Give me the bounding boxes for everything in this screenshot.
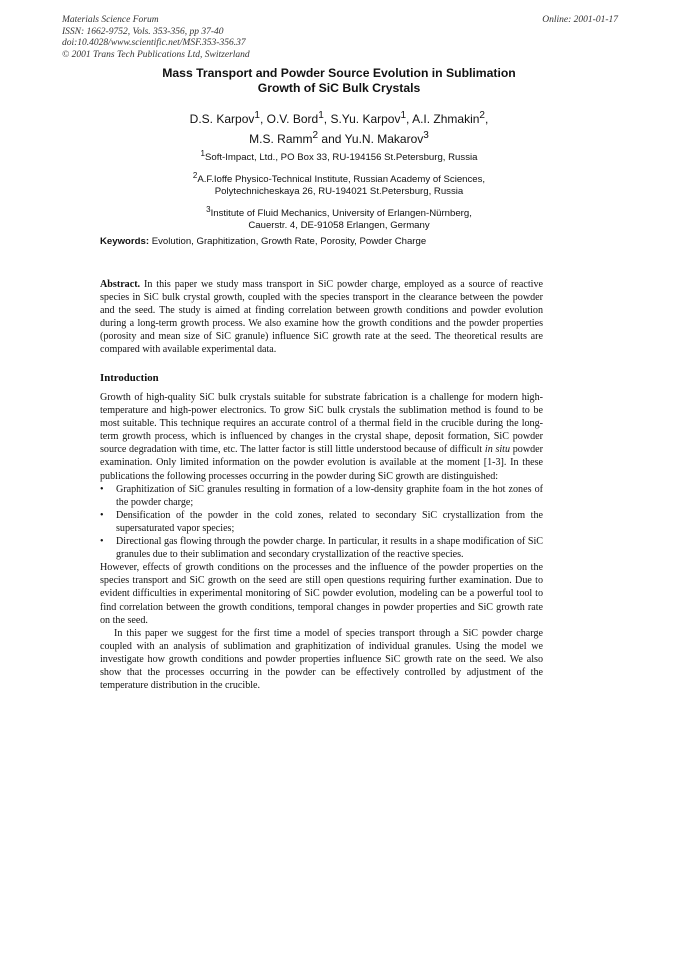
list-item: • Directional gas flowing through the powder charge. In particular, it results in a shape modification of SiC granules due to their sublimation and secondary crystallization of the reactive species.	[100, 535, 543, 561]
abstract-label: Abstract.	[100, 279, 141, 290]
meta-doi[interactable]: doi:10.4028/www.scientific.net/MSF.353-356.37	[62, 38, 246, 48]
author: M.S. Ramm$^2$ and	[249, 129, 345, 146]
intro-paragraph-1: Growth of high-quality SiC bulk crystals suitable for substrate fabrication is a challenge for modern high-temperature and high-power electronics. To grow SiC bulk crystals the sublimation method is found to be most suitable. This technique requires an accurate control of a thermal field in the crucible during the long-term growth process, which is influenced by changes in the crystal shape, deposit formation, SiC powder source degradation with time, etc. The latter factor is still little understood because of difficult in situ powder examination. Only limited information on the powder evolution is available at the moment [1-3]. In these publications the following processes occurring in the powder during SiC growth are distinguished:	[100, 392, 544, 482]
process-list	[100, 483, 543, 562]
list-item: • Densification of the powder in the cold zones, related to secondary SiC crystallization from the supersaturated vapor species;	[100, 509, 543, 535]
affiliation-3: $^3$Institute of Fluid Mechanics, University of Erlangen-Nürnberg, Cauerstr. 4, DE-91058 Erlangen, Germany	[206, 204, 472, 231]
title-line-2: Growth of SiC Bulk Crystals	[257, 81, 421, 95]
section-heading-introduction: Introduction	[100, 372, 159, 384]
author: O.V. Bord$^1$,	[266, 110, 331, 126]
abstract-text: In this paper we study mass transport in SiC powder charge, employed as a source of reactive species in SiC bulk crystal growth, coupled with the species transport in the clearance between the powder and the seed. The study is aimed at finding correlation between growth conditions and powder evolution during a long-term growth process. We also examine how the growth conditions and the powder properties (porosity and mean size of SiC granule) influence SiC growth rate at the seed. The theoretical results are compared with available experimental data.	[100, 279, 543, 356]
author-list	[110, 108, 568, 147]
abstract	[100, 278, 543, 357]
meta-issn: ISSN: 1662-9752, Vols. 353-356, pp 37-40	[62, 26, 224, 37]
keywords-label: Keywords:	[100, 236, 150, 247]
keywords-text: Evolution, Graphitization, Growth Rate, Porosity, Powder Charge	[151, 236, 427, 247]
journal-meta	[62, 15, 382, 61]
list-item: • Graphitization of SiC granules resulting in formation of a low-density graphite foam in the hot zones of the powder charge;	[100, 483, 543, 509]
author: A.I. Zhmakin$^2$,	[412, 110, 489, 126]
keywords	[100, 236, 600, 247]
online-date: Online: 2001-01-17	[542, 15, 618, 25]
affiliations	[110, 148, 568, 238]
author: D.S. Karpov$^1$,	[189, 110, 267, 126]
author: S.Yu. Karpov$^1$,	[330, 110, 413, 126]
paper-title	[100, 66, 578, 96]
meta-copyright: © 2001 Trans Tech Publications Ltd, Switzerland	[62, 49, 250, 60]
in-situ-emphasis: in situ	[484, 444, 511, 456]
introduction-body	[100, 391, 543, 692]
affiliation-1: $^1$Soft-Impact, Ltd., PO Box 33, RU-194156 St.Petersburg, Russia	[200, 149, 478, 164]
meta-journal-name: Materials Science Forum	[62, 15, 159, 25]
intro-paragraph-2: However, effects of growth conditions on the processes and the influence of the powder properties on the species transport and SiC growth on the seed are still open questions requiring further examination. Due to evident difficulties in experimental monitoring of SiC powder evolution, modeling can be a powerful tool to find correlation between the growth conditions, temporal changes in powder properties and SiC growth rate on the seed.	[100, 562, 543, 626]
intro-paragraph-3: In this paper we suggest for the first time a model of species transport through a SiC powder charge coupled with an analysis of sublimation and graphitization of individual granules. Using the model we investigate how growth conditions and powder properties influence SiC growth rate on the seed. We also show that the processes occurring in the powder can be effectively controlled by adjustment of the temperature distribution in the crucible.	[100, 627, 543, 692]
title-line-1: Mass Transport and Powder Source Evolution in Sublimation	[162, 66, 516, 80]
affiliation-2: $^2$A.F.Ioffe Physico-Technical Institute, Russian Academy of Sciences, Polytechnicheskaya 26, RU-194021 St.Petersburg, Russia	[192, 170, 486, 197]
author: Yu.N. Makarov$^3$	[344, 129, 429, 146]
